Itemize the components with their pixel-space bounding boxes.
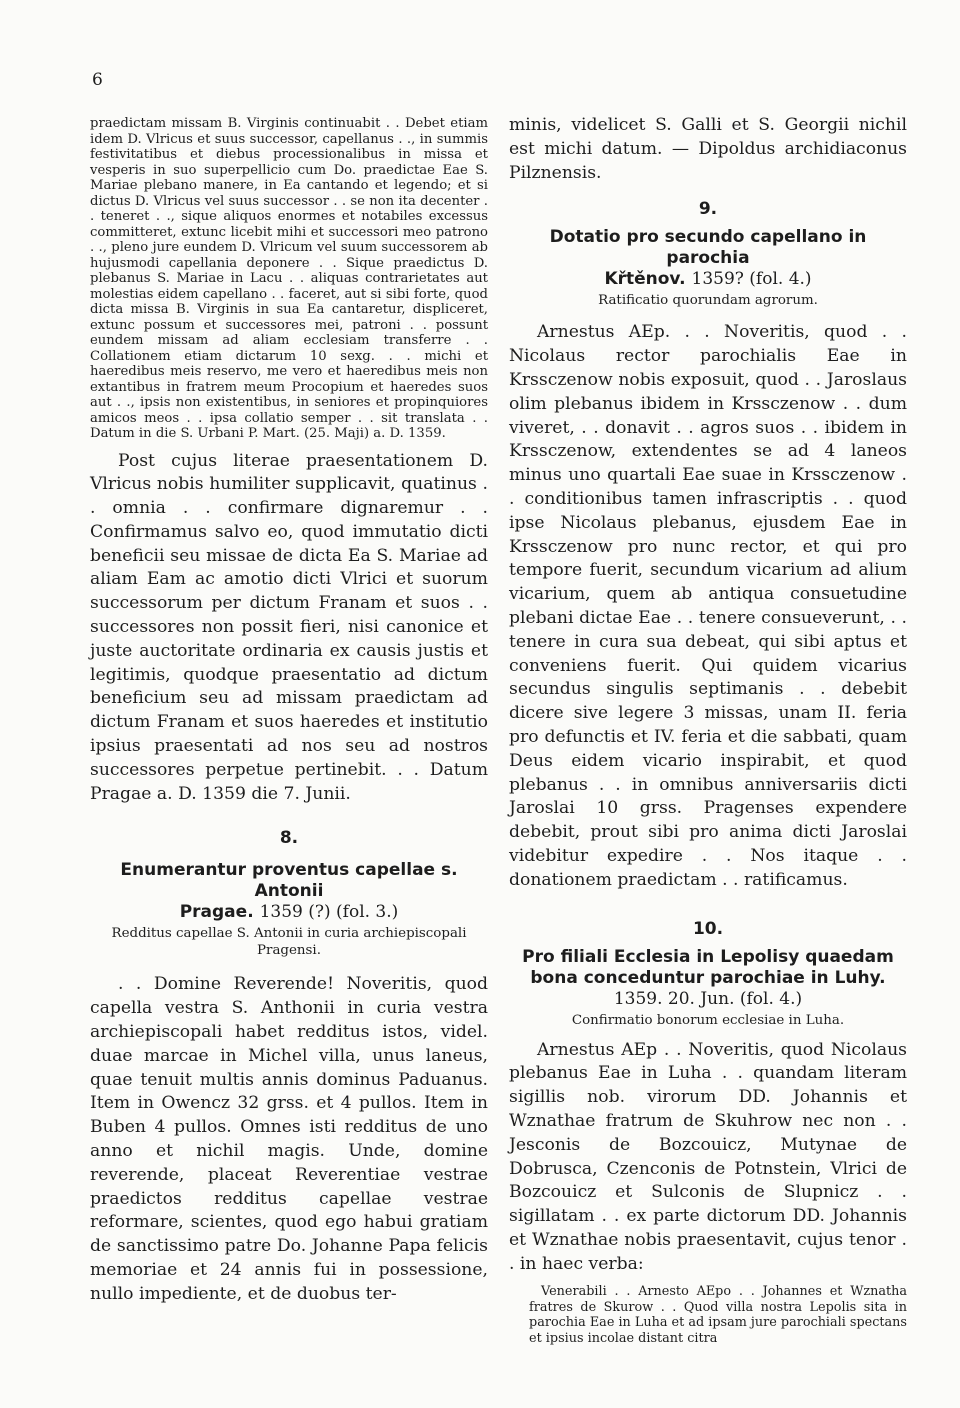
continuation-text: minis, videlicet S. Galli et S. Georgii nichil est michi datum. — Dipoldus archidiaconus Pilznensis.: [509, 115, 907, 183]
section-8-date: 1359 (?) (fol. 3.): [259, 902, 399, 923]
section-9-title: Dotatio pro secundo capellano in parochia: [549, 227, 867, 269]
section-8-title-place: Pragae.: [179, 902, 254, 923]
section-9-body: Arnestus AEp. . . Noveritis, quod . . Nicolaus rector parochialis Eae in Krssczenow nobis exposuit, quod . . Jaroslaus olim plebanus ibidem in Krssczenow . . dum viveret, . . donavit . . agros suos . . ibidem in Krssczenow, extendentes se ad 4 laneos minus uno quartali Eae suae in Krssczenow . . conditionibus tamen infrascriptis . . quod ipse Nicolaus plebanus, ejusdem Eae in Krssczenow pro nunc rector, et qui pro tempore fuerit, secundum vicarium ad alium vicarium, quem ab antiqua consuetudine plebani dictae Eae . . tenere consueverunt, . . tenere in cura sua debeat, qui sibi aptus et conveniens fuerit. Qui quidem vicarius secundus singulis septimanis . . debebit dicere sive legere 3 missas, unam II. feria pro defunctis et IV. feria et die sabbati, quam Deus eidem vicario inspirabit, et quod plebanus . . in omnibus anniversariis dicti Jaroslai 10 grss. Pragenses expendere debebit, prout sibi pro anima dicti Jaroslai videbitur expedire . . Nos itaque . . donationem praedictam . . ratificamus.: [509, 322, 907, 890]
section-10-title: Pro filiali Ecclesia in Lepolisy quaedam bona conceduntur parochiae in Luhy.: [522, 946, 894, 988]
confirmation-paragraph: Post cujus literae praesentationem D. Vlricus nobis humiliter supplicavit, quatinus . . omnia . . confirmare dignaremur . . Confirmamus salvo eo, quod immutatio dicti beneficii seu missae de dicta Ea S. Mariae ad aliam Eam ac amotio dicti Vlrici et suorum successorum per dictum Franam et suos . . successores non possit fieri, nisi canonice et juste auctoritate ordinaria ex causis justis et legitimis, quodque praesentatio ad dictum beneficium seu ad missam praedictam ad dictum Franam et suos haeredes et institutio ipsius praesentati ad nos seu ad nostros successores perpetue pertinebit. . . Datum Pragae a. D. 1359 die 7. Junii.: [90, 450, 488, 804]
letter-text: praedictam missam B. Virginis continuabit . . Debet etiam idem D. Vlricus et suus successor, capellanus . ., in summis festivitatibus et diebus processionalibus in missa et vesperis in suo superpellicio cum Do. praedictae Eae S. Mariae plebano manere, in Ea cantando et legendo; et si dictus D. Vlricus vel suus successor . . se non ita decenter . . teneret . ., sique aliquos enormes et notabiles excessus committeret, extunc licebit mihi et successori meo patrono . ., pleno jure eundem D. Vlricum vel suum successorem ab hujusmodi capellania deponere . . Sique praedictus D. plebanus S. Mariae in Lacu . . aliquas contrarietates aut molestias eidem capellano . . faceret, aut si sibi forte, quod dicta missa B. Virginis in sua Ea cantaretur, displiceret, extunc possum et successores mei, patroni . . possunt eundem missam ad aliam ecclesiam transferre . . Collationem etiam dictarum 10 sexg. . . michi et haeredibus meis reservo, me vero et haeredibus meis non extantibus in fratrem meum Procopium et haeredes suos aut . ., ipsis non existentibus, in seniores et propinquiores amicos meos . . ipsa collatio semper . . sit translata . . Datum in die S. Urbani P. Mart. (25. Maji) a. D. 1359.: [90, 116, 488, 441]
left-column: [90, 116, 488, 1307]
section-10-summary: Confirmatio bonorum ecclesiae in Luha.: [571, 1012, 845, 1028]
section-9-date: 1359? (fol. 4.): [691, 269, 812, 290]
right-column: [509, 114, 907, 1346]
section-10-body: Arnestus AEp . . Noveritis, quod Nicolaus plebanus Eae in Luha . . quandam literam sigillis nob. virorum DD. Johannis et Wznathae fratrum de Skuhrow nec non . . Jesconis de Bozcouicz, Mutynae de Dobrusca, Czenconis de Potnstein, Vlrici de Bozcouicz et Sulconis de Slupnicz . . sigillatam . . ex parte dictorum DD. Johannis et Wznathae nobis praesentavit, cujus tenor . . in haec verba:: [509, 1039, 907, 1274]
section-8-title: Enumerantur proventus capellae s. Antonii: [120, 860, 458, 902]
page-number: 6: [92, 70, 103, 90]
section-10-date: 1359. 20. Jun. (fol. 4.): [613, 988, 803, 1009]
section-10-number: 10.: [692, 918, 724, 939]
section-9-heading-line: [509, 269, 907, 290]
section-9-summary: Ratificatio quorundam agrorum.: [598, 293, 818, 309]
section-8-number: 8.: [279, 828, 299, 849]
section-10-quoted-letter: Venerabili . . Arnesto AEpo . . Johannes et Wznatha fratres de Skurow . . Quod villa nostra Lepolis sita in parochia Eae in Luha et ad ipsam jure parochiali spectans et ipsius incolae distant citra: [529, 1284, 907, 1346]
section-9-title-place: Křtěnov.: [604, 269, 686, 290]
section-8-heading-line: [90, 902, 488, 923]
section-8-body: . . Domine Reverende! Noveritis, quod capella vestra S. Anthonii in curia vestra archiepiscopali habet redditus istos, videl. duae marcae in Michel villa, unus laneus, quae tenuit multis annis dominus Paduanus. Item in Owencz 32 grss. et 4 pullos. Item in Buben 4 pullos. Omnes isti redditus de uno anno et nichil magis. Unde, domine reverende, placeat Reverentiae vestrae praedictos redditus capellae vestrae reformare, scientes, quod ego habui gratiam de sanctissimo patre Do. Johanne Papa felicis memoriae et 24 annis fui in possessione, nullo impediente, et de duobus ter-: [90, 974, 488, 1304]
section-8-summary: Redditus capellae S. Antonii in curia archiepiscopali Pragensi.: [111, 926, 467, 959]
section-9-number: 9.: [698, 199, 718, 220]
